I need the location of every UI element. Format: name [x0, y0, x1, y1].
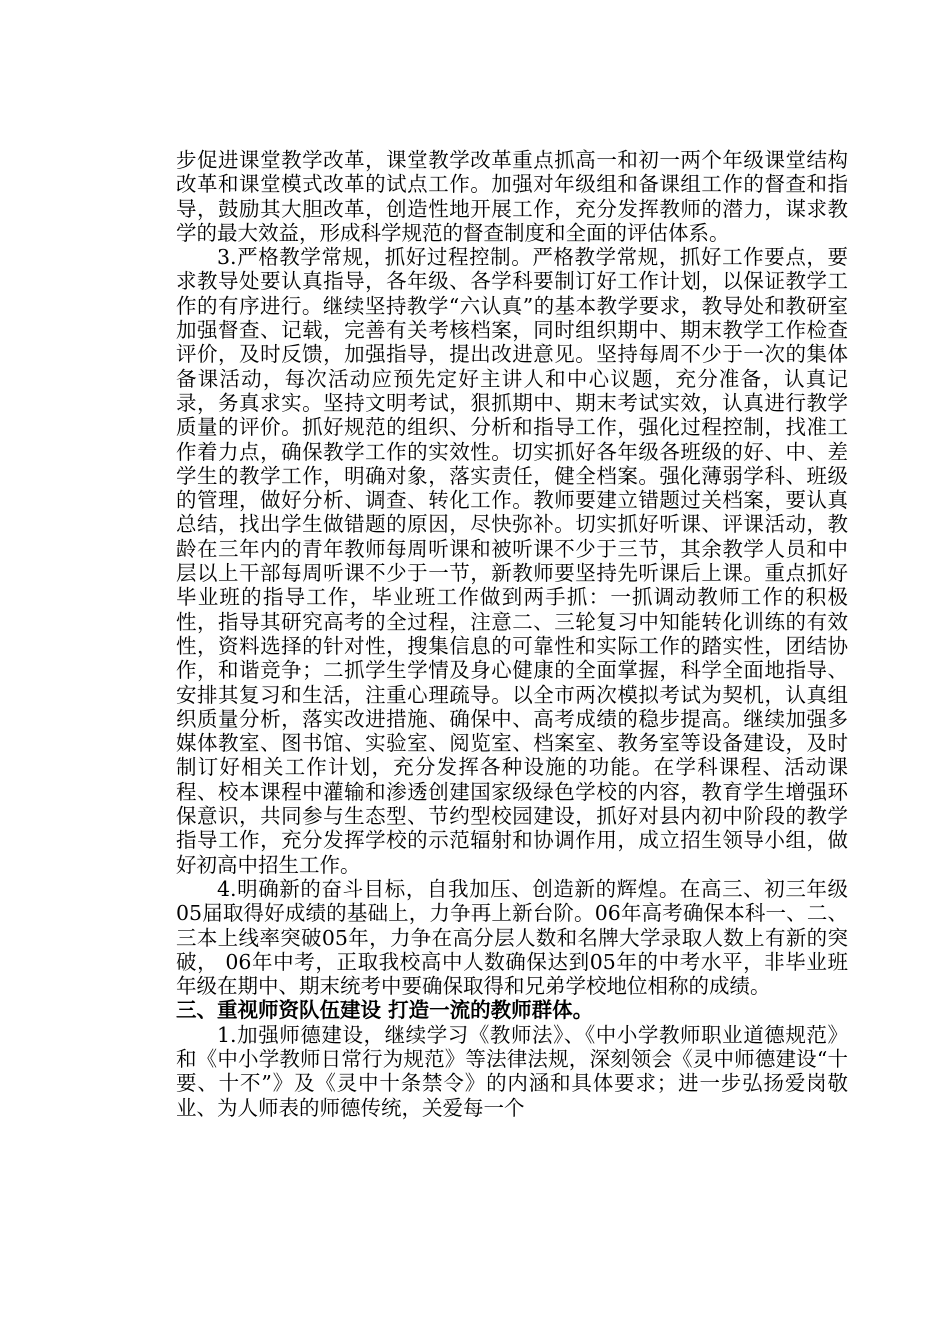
document-body: [176, 148, 848, 1120]
paragraph-item-4: 4.明确新的奋斗目标，自我加压、创造新的辉煌。在高三、初三年级05届取得好成绩的基础上，力争再上新台阶。06年高考确保本科一、二、三本上线率突破05年，力争在高分层人数和名牌大学录取人数上有新的突破， 06年中考，正取我校高中人数确保达到05年的中考水平，非毕业班年级在期中、期末统考中要确保取得和兄弟学校地位相称的成绩。: [176, 876, 848, 999]
section-heading: 三、重视师资队伍建设 打造一流的教师群体。: [176, 998, 594, 1023]
paragraph-item-1: 1.加强师德建设，继续学习《教师法》、《中小学教师职业道德规范》和《中小学教师日常行为规范》等法律法规，深刻领会《灵中师德建设“十要、十不”》及《灵中十条禁令》的内涵和具体要求；进一步弘扬爱岗敬业、为人师表的师德传统，关爱每一个: [176, 1022, 848, 1120]
paragraph-item-3: 3.严格教学常规，抓好过程控制。严格教学常规，抓好工作要点，要求教导处要认真指导，各年级、各学科要制订好工作计划，以保证教学工作的有序进行。继续坚持教学“六认真”的基本教学要求，教导处和教研室加强督查、记载，完善有关考核档案，同时组织期中、期末教学工作检查评价，及时反馈，加强指导，提出改进意见。坚持每周不少于一次的集体备课活动，每次活动应预先定好主讲人和中心议题，充分准备，认真记录，务真求实。坚持文明考试，狠抓期中、期末考试实效，认真进行教学质量的评价。抓好规范的组织、分析和指导工作，强化过程控制，找准工作着力点，确保教学工作的实效性。切实抓好各年级各班级的好、中、差学生的教学工作，明确对象，落实责任，健全档案。强化薄弱学科、班级的管理，做好分析、调查、转化工作。教师要建立错题过关档案，要认真总结，找出学生做错题的原因，尽快弥补。切实抓好听课、评课活动，教龄在三年内的青年教师每周听课和被听课不少于三节，其余教学人员和中层以上干部每周听课不少于一节，新教师要坚持先听课后上课。重点抓好毕业班的指导工作，毕业班工作做到两手抓：一抓调动教师工作的积极性，指导其研究高考的全过程，注意二、三轮复习中知能转化训练的有效性，资料选择的针对性，搜集信息的可靠性和实际工作的踏实性，团结协作，和谐竞争；二抓学生学情及身心健康的全面掌握，科学全面地指导、安排其复习和生活，注重心理疏导。以全市两次模拟考试为契机，认真组织质量分析，落实改进措施、确保中、高考成绩的稳步提高。继续加强多媒体教室、图书馆、实验室、阅览室、档案室、教务室等设备建设，及时制订好相关工作计划，充分发挥各种设施的功能。在学科课程、活动课程、校本课程中灌输和渗透创建国家级绿色学校的内容，教育学生增强环保意识，共同参与生态型、节约型校园建设，抓好对县内初中阶段的教学指导工作，充分发挥学校的示范辐射和协调作用，成立招生领导小组，做好初高中招生工作。: [176, 245, 848, 877]
paragraph-continuation: 步促进课堂教学改革，课堂教学改革重点抓高一和初一两个年级课堂结构改革和课堂模式改革的试点工作。加强对年级组和备课组工作的督查和指导，鼓励其大胆改革，创造性地开展工作，充分发挥教师的潜力，谋求教学的最大效益，形成科学规范的督查制度和全面的评估体系。: [176, 148, 848, 245]
